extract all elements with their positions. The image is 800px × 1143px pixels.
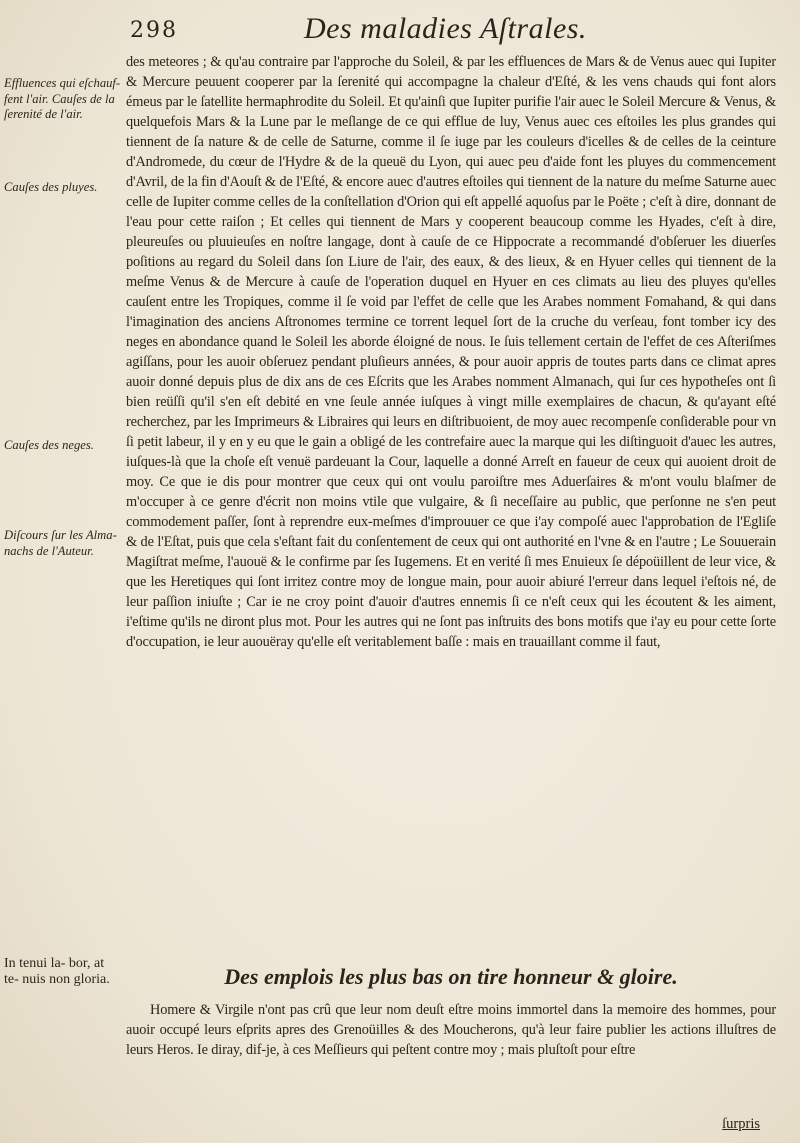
- catchword-text: ſurpris: [722, 1116, 760, 1132]
- catchword: [722, 1116, 760, 1133]
- main-text-continued: [126, 1000, 776, 1060]
- page-header: [126, 8, 766, 54]
- section-heading: Des emplois les plus bas on tire honneur & gloire.: [224, 964, 678, 989]
- margin-note-effluences: Effluences qui eſchauf- fent l'air. Cauſes de la ſerenité de l'air.: [4, 76, 121, 122]
- page-number: 298: [130, 18, 178, 43]
- margin-note-discours: Diſcours ſur les Alma- nachs de l'Auteur.: [4, 528, 117, 558]
- margin-note-latin: In tenui la- bor, at te- nuis non gloria.: [4, 956, 110, 988]
- main-text: [126, 52, 776, 652]
- paragraph: Homere & Virgile n'ont pas crû que leur nom deuſt eſtre moins immortel dans la memoire des hommes, pour auoir occupé leurs eſprits apres des Grenoüilles & des Moucherons, qu'à leur faire publier les actions illuſtres de leurs Heros. Ie diray, dif-je, à ces Meſſieurs qui peſtent contre moy ; mais pluſtoſt pour eſtre: [126, 1002, 776, 1058]
- margin-note-neges: Cauſes des neges.: [4, 438, 94, 452]
- paragraph: des meteores ; & qu'au contraire par l'approche du Soleil, & par les effluences de Mars & de Venus auec qui Iupiter & Mercure peuuent cooperer par la ſerenité qui accompagne la chaleur d'Eſté, & les vens chauds qui font alors émeus par le ſatellite hermaphrodite du Soleil. Et qu'ainſi que Iupiter purifie l'air auec le Soleil Mercure & Venus, & quelquefois Mars & la Lune par le meſlange de ce qui efflue de luy, Venus auec ces eſtoiles les plus grandes qui tiennent de ſa nature & de celle de Saturne, comme il ſe iuge par les couleurs d'icelles & de celles de la ceinture d'Andromede, du cœur de l'Hydre & de la queuë du Lyon, qui auec peu d'aide font les pluyes du commencement d'Avril, de la fin d'Aouſt & de l'Eſté, & encore auec d'autres eſtoiles qui tiennent de la nature du meſme Saturne auec celle de Iupiter comme celles de la conſtellation d'Orion qui eſt appellé aquoſus par le Poëte ; c'eſt à dire, donnant de l'eau pour cette raiſon ; Et celles qui tiennent de Mars y cooperent beaucoup comme les Hyades, c'eſt à dire, pleureuſes ou pluuieuſes en noſtre langage, dont à cauſe de ce Hippocrate a recommandé d'obſeruer les diuerſes poſitions au regard du Soleil dans ſon Liure de l'air, des eaux, & des lieux, & en Hyuer celles qui tiennent de la meſme Venus & de Mercure à cauſe de l'operation duquel en Hyuer en ces climats au lieu des pluyes qu'elles cauſent entre les Tropiques, comme il ſe void par l'effet de celle que les Arabes nomment Fomahand, & qui dans l'imagination des anciens Aſtronomes termine ce torrent lequel ſort de la cruche du verſeau, font tomber icy des neges en abondance quand le Soleil les aborde éloigné de nous. Ie ſuis tellement certain de l'effet de ces Aſteriſmes agiſſans, pour les auoir obſeruez pendant pluſieurs années, & pour auoir appris de toutes parts dans ce climat apres auoir donné depuis plus de dix ans de ces Eſcrits que les Arabes nomment Almanach, qui ſur ces hypotheſes ont ſi bien reüſſi qu'il s'en eſt debité en vne ſeule année iuſques à vingt mille exemplaires de chacun, & qu'ayant eſté recherchez, par les Imprimeurs & Libraires qui leurs en diſtribuoient, de moy auec recompenſe conſiderable pour vn ſi petit labeur, il y en y eu que le gain a obligé de les contrefaire auec la marque qui les diſtinguoit d'auec les autres, iuſques-là que la choſe eſt venuë pardeuant la Cour, laquelle a donné Arreſt en faueur de ceux qui auoient droit de moy. Ce que ie dis pour montrer que ceux qui ont voulu paroiſtre mes Aduerſaires & m'ont voulu blaſmer de m'occuper à ce genre d'écrit non moins vtile que vulgaire, & ſi neceſſaire au public, que perſonne ne s'en peut commodement paſſer, ſont à reprendre eux-meſmes d'improuuer ce que i'ay compoſé auec l'approbation de l'Egliſe & de l'Eſtat, puis que cela s'eſtant fait du conſentement de ceux qui ont authorité en l'vne & en l'autre ; Le Souuerain Magiſtrat meſme, l'auouë & le confirme par ſes Iugemens. Et en verité ſi mes Enuieux ſe dépoüillent de leur vice, & que les Heretiques qui ſont irritez contre moy de longue main, pour auoir abiuré l'erreur dans lequel i'eſtois né, de leur paſſion iniuſte ; Car ie ne croy point d'auoir d'autres ennemis ſi ce n'eſt ceux qui les écoutent & les aiment, i'eſtime qu'ils ne diront plus mot. Pour les autres qui ne ſont pas inſtruits des bons motifs que i'ay eu pour cette ſorte d'occupation, ie leur auouëray qu'elle eſt veritablement baſſe : mais en trauaillant comme il faut,: [126, 54, 776, 650]
- margin-note-pluyes: Cauſes des pluyes.: [4, 180, 98, 194]
- running-title: Des maladies Aſtrales.: [304, 12, 587, 45]
